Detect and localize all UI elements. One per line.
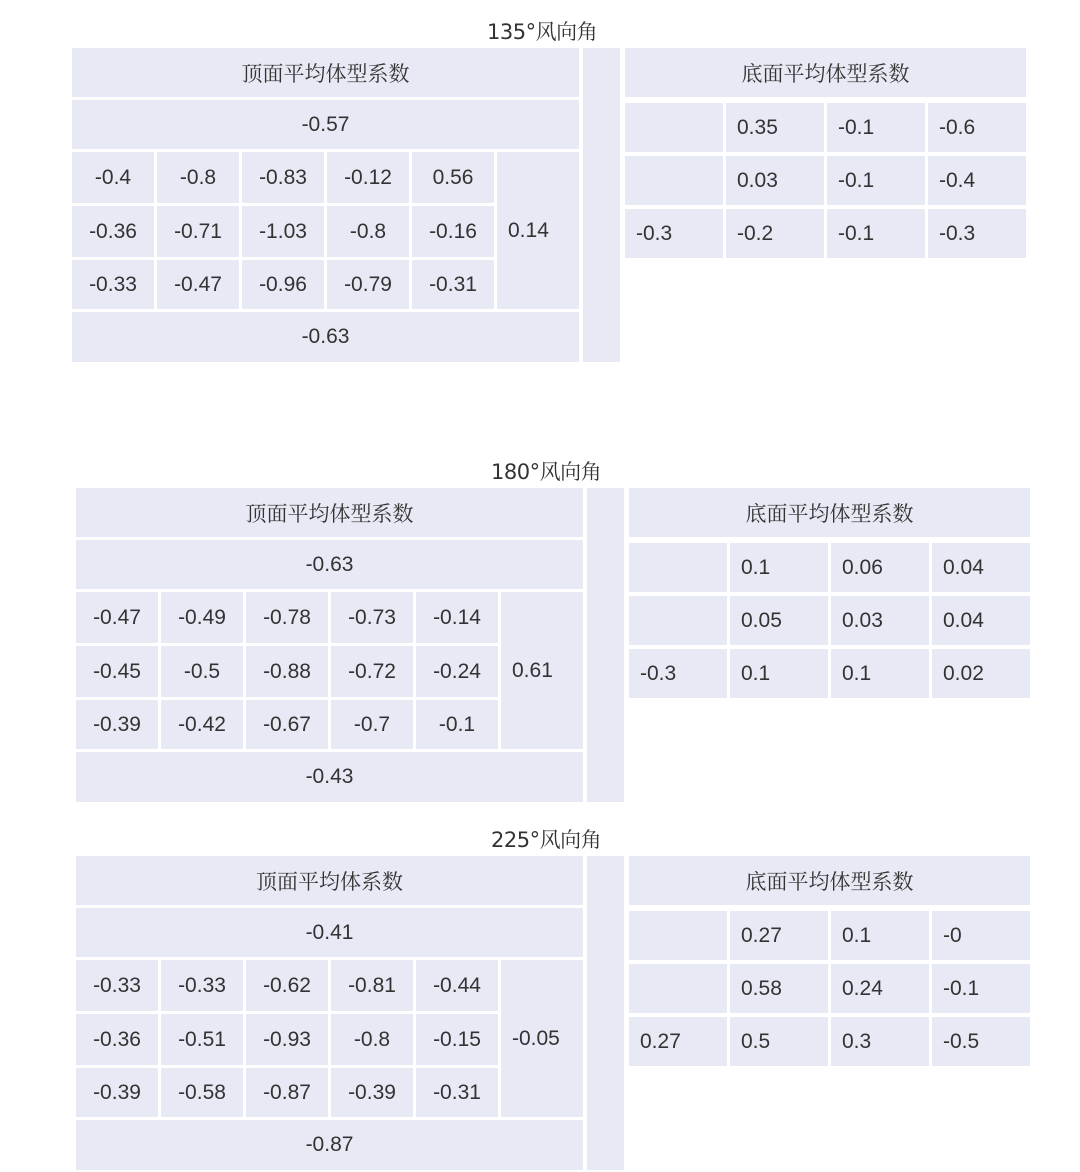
top-grid-cell: -0.12 xyxy=(327,152,409,203)
bottom-grid-cell: -0.6 xyxy=(928,103,1026,152)
bottom-grid-cell: 0.03 xyxy=(726,156,824,205)
bottom-grid-cell: -0.2 xyxy=(726,209,824,258)
bottom-grid-cell: -0.5 xyxy=(932,1017,1030,1066)
bottom-grid-cell xyxy=(629,964,727,1013)
top-grid-cell: 0.56 xyxy=(412,152,494,203)
top-grid-cell: -0.7 xyxy=(331,700,413,749)
bottom-table-header: 底面平均体型系数 xyxy=(625,48,1026,97)
top-grid-cell: -0.81 xyxy=(331,960,413,1011)
top-grid-cell: -0.8 xyxy=(331,1014,413,1065)
top-grid-cell: -0.93 xyxy=(246,1014,328,1065)
top-grid-cell: -0.31 xyxy=(416,1068,498,1117)
top-grid-cell: -1.03 xyxy=(242,206,324,257)
top-grid-cell: -0.31 xyxy=(412,260,494,309)
top-row-top-value: -0.63 xyxy=(76,540,583,589)
bottom-grid-cell: -0.1 xyxy=(827,156,925,205)
top-grid-cell: -0.67 xyxy=(246,700,328,749)
bottom-grid-cell: 0.03 xyxy=(831,596,929,645)
top-grid-cell: -0.47 xyxy=(157,260,239,309)
top-grid-cell: -0.71 xyxy=(157,206,239,257)
bottom-grid-cell xyxy=(629,543,727,592)
bottom-grid-cell: 0.27 xyxy=(629,1017,727,1066)
top-grid-cell: -0.51 xyxy=(161,1014,243,1065)
separator-column xyxy=(583,48,620,362)
bottom-grid-cell: 0.02 xyxy=(932,649,1030,698)
bottom-grid-cell: 0.1 xyxy=(730,649,828,698)
top-grid-cell: -0.16 xyxy=(412,206,494,257)
top-grid-cell: -0.14 xyxy=(416,592,498,643)
top-table-header: 顶面平均体型系数 xyxy=(72,48,579,97)
bottom-grid-cell: -0.3 xyxy=(629,649,727,698)
section-title: 180°风向角 xyxy=(491,460,602,484)
top-grid-cell: -0.24 xyxy=(416,646,498,697)
bottom-grid-cell: 0.1 xyxy=(831,649,929,698)
top-grid-cell: -0.44 xyxy=(416,960,498,1011)
top-side-value: 0.14 xyxy=(497,152,579,309)
top-grid-cell: -0.39 xyxy=(76,700,158,749)
bottom-grid-cell: 0.04 xyxy=(932,543,1030,592)
top-grid-cell: -0.58 xyxy=(161,1068,243,1117)
top-table-header: 顶面平均体型系数 xyxy=(76,488,583,537)
top-grid-cell: -0.79 xyxy=(327,260,409,309)
bottom-grid-cell: 0.04 xyxy=(932,596,1030,645)
top-grid-cell: -0.36 xyxy=(72,206,154,257)
top-grid-cell: -0.33 xyxy=(72,260,154,309)
top-grid-cell: -0.8 xyxy=(157,152,239,203)
top-row-top-value: -0.41 xyxy=(76,908,583,957)
bottom-grid-cell: 0.1 xyxy=(730,543,828,592)
separator-column xyxy=(587,856,624,1170)
bottom-grid-cell xyxy=(629,911,727,960)
top-grid-cell: -0.49 xyxy=(161,592,243,643)
top-grid-cell: -0.39 xyxy=(331,1068,413,1117)
top-grid-cell: -0.33 xyxy=(161,960,243,1011)
top-side-value: -0.05 xyxy=(501,960,583,1117)
bottom-table-header: 底面平均体型系数 xyxy=(629,856,1030,905)
top-table-header: 顶面平均体系数 xyxy=(76,856,583,905)
top-grid-cell: -0.47 xyxy=(76,592,158,643)
bottom-table-header: 底面平均体型系数 xyxy=(629,488,1030,537)
top-row-bottom-value: -0.87 xyxy=(76,1120,583,1170)
top-grid-cell: -0.33 xyxy=(76,960,158,1011)
top-grid-cell: -0.1 xyxy=(416,700,498,749)
bottom-grid-cell: 0.27 xyxy=(730,911,828,960)
top-side-value: 0.61 xyxy=(501,592,583,749)
bottom-grid-cell: -0.1 xyxy=(827,209,925,258)
bottom-grid-cell: 0.1 xyxy=(831,911,929,960)
top-grid-cell: -0.96 xyxy=(242,260,324,309)
top-row-bottom-value: -0.63 xyxy=(72,312,579,362)
top-grid-cell: -0.42 xyxy=(161,700,243,749)
bottom-grid-cell: -0.1 xyxy=(827,103,925,152)
section-title: 135°风向角 xyxy=(487,20,598,44)
bottom-grid-cell xyxy=(625,103,723,152)
bottom-grid-cell: -0.1 xyxy=(932,964,1030,1013)
top-grid-cell: -0.78 xyxy=(246,592,328,643)
bottom-grid-cell: -0 xyxy=(932,911,1030,960)
top-grid-cell: -0.73 xyxy=(331,592,413,643)
top-grid-cell: -0.45 xyxy=(76,646,158,697)
top-grid-cell: -0.88 xyxy=(246,646,328,697)
bottom-grid-cell: 0.5 xyxy=(730,1017,828,1066)
top-grid-cell: -0.15 xyxy=(416,1014,498,1065)
bottom-grid-cell: 0.06 xyxy=(831,543,929,592)
bottom-grid-cell: 0.35 xyxy=(726,103,824,152)
top-row-bottom-value: -0.43 xyxy=(76,752,583,802)
bottom-grid-cell xyxy=(625,156,723,205)
section-title: 225°风向角 xyxy=(491,828,602,852)
top-grid-cell: -0.5 xyxy=(161,646,243,697)
bottom-grid-cell: 0.58 xyxy=(730,964,828,1013)
bottom-grid-cell: 0.24 xyxy=(831,964,929,1013)
top-grid-cell: -0.87 xyxy=(246,1068,328,1117)
top-grid-cell: -0.83 xyxy=(242,152,324,203)
separator-column xyxy=(587,488,624,802)
top-grid-cell: -0.4 xyxy=(72,152,154,203)
top-row-top-value: -0.57 xyxy=(72,100,579,149)
top-grid-cell: -0.36 xyxy=(76,1014,158,1065)
top-grid-cell: -0.72 xyxy=(331,646,413,697)
bottom-grid-cell: 0.05 xyxy=(730,596,828,645)
top-grid-cell: -0.39 xyxy=(76,1068,158,1117)
bottom-grid-cell: -0.3 xyxy=(625,209,723,258)
bottom-grid-cell: 0.3 xyxy=(831,1017,929,1066)
top-grid-cell: -0.8 xyxy=(327,206,409,257)
bottom-grid-cell xyxy=(629,596,727,645)
top-grid-cell: -0.62 xyxy=(246,960,328,1011)
bottom-grid-cell: -0.3 xyxy=(928,209,1026,258)
bottom-grid-cell: -0.4 xyxy=(928,156,1026,205)
